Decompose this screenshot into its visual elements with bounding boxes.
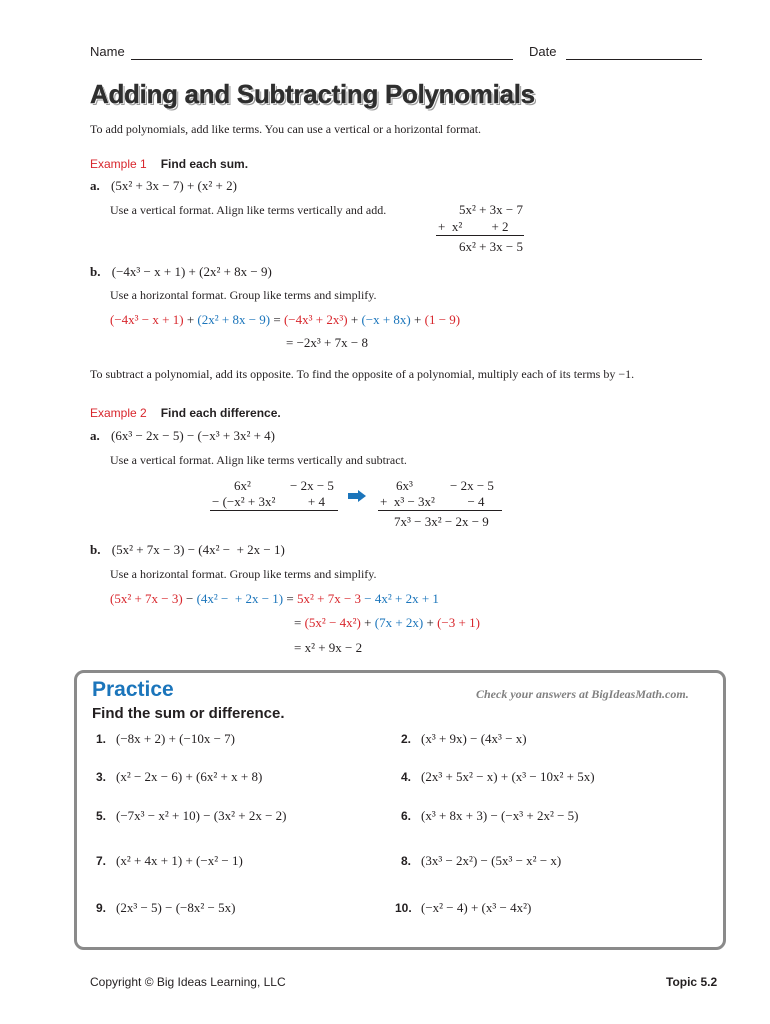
problem-number: 2. [401,732,412,746]
example1a-expr: (5x² + 3x − 7) + (x² + 2) [111,178,237,193]
example2a-left-row1-a: 6x² [234,478,251,493]
example2b-instruction: Use a horizontal format. Group like terms and simplify. [110,567,377,581]
example2b-red-group: (5x² + 7x − 3) [110,591,183,606]
practice-problem-7 [96,853,243,869]
problem-number: 6. [401,809,412,823]
topic-label: Topic 5.2 [666,975,718,989]
example1a-sum-line [436,235,524,236]
example2b-rhs-red: 5x² + 7x − 3 [296,591,362,606]
problem-expr: (2x³ + 5x² − x) + (x³ − 10x² + 5x) [421,769,595,784]
example2-heading: Find each difference. [160,406,281,420]
example2b-blue-group: (4x² − + 2x − 1) [196,591,284,606]
example1a-row1: 5x² + 3x − 7 [458,202,523,217]
practice-problem-3 [96,769,262,785]
practice-problem-6 [401,808,579,824]
problem-number: 8. [401,854,412,868]
right-arrow-icon [348,490,366,502]
example1b-group2: (−x + 8x) [361,312,411,327]
example2b-step2-equals: = [294,615,305,630]
example1a [90,178,237,194]
example2b-minus: − [182,591,197,606]
example2a-left-row2: − (−x² + 3x² + 4 [212,494,325,509]
example1b-blue-group: (2x² + 8x − 9) [197,312,271,327]
practice-problem-4 [401,769,595,785]
problem-number: 9. [96,901,107,915]
example1b-group3: (1 − 9) [424,312,461,327]
practice-problem-10 [395,900,531,916]
intro-text: To add polynomials, add like terms. You can use a vertical or a horizontal format. [90,122,482,136]
example2b-expr: (5x² + 7x − 3) − (4x² − + 2x − 1) [111,542,285,557]
example1a-row2: + x² + 2 [438,219,509,234]
problem-number: 10. [395,901,412,915]
example2b-rhs-blue: 4x² + 2x + 1 [374,591,439,606]
page-title: Adding and Subtracting Polynomials [90,79,535,109]
problem-expr: (−8x + 2) + (−10x − 7) [116,731,235,746]
example2b-step2: = (5x² − 4x²) + (7x + 2x) + (−3 + 1) [294,615,480,630]
example2a-right-row2: + x³ − 3x² − 4 [380,494,485,509]
example1-header [90,155,248,173]
problem-expr: (x² − 2x − 6) + (6x² + x + 8) [116,769,263,784]
problem-number: 7. [96,854,107,868]
practice-title: Practice [92,678,174,701]
example1b-expr: (−4x³ − x + 1) + (2x² + 8x − 9) [111,264,272,279]
example1a-letter: a. [90,178,100,193]
example2b [90,542,285,558]
practice-problem-9 [96,900,235,916]
example2a-right-line [378,510,502,511]
example1-heading: Find each sum. [160,157,249,171]
example2-label: Example 2 [90,406,147,420]
practice-problem-2 [401,731,527,747]
copyright-text: Copyright © Big Ideas Learning, LLC [90,975,286,989]
name-field[interactable] [131,59,513,60]
date-field[interactable] [566,59,702,60]
example2b-step3: = x² + 9x − 2 [294,640,363,655]
problem-expr: (3x³ − 2x²) − (5x³ − x² − x) [421,853,562,868]
example1a-row3: 6x² + 3x − 5 [458,239,523,254]
example2a-letter: a. [90,428,100,443]
example2b-step2-group1: (5x² − 4x²) [304,615,361,630]
example2a-left-line [210,510,338,511]
example1b-red-group: (−4x³ − x + 1) [110,312,184,327]
practice-problem-5 [96,808,287,824]
practice-subtitle: Find the sum or difference. [92,705,285,722]
example1b-letter: b. [90,264,101,279]
example2a [90,428,275,444]
practice-problem-1 [96,731,235,747]
problem-expr: (x² + 4x + 1) + (−x² − 1) [116,853,243,868]
problem-number: 4. [401,770,412,784]
problem-expr: (x³ + 8x + 3) − (−x³ + 2x² − 5) [421,808,579,823]
problem-expr: (−7x³ − x² + 10) − (3x² + 2x − 2) [116,808,287,823]
example1b-instruction: Use a horizontal format. Group like terms and simplify. [110,288,377,302]
example1b-group1: (−4x³ + 2x³) [283,312,348,327]
example2b-step2-group2: (7x + 2x) [374,615,424,630]
date-label: Date [529,44,557,59]
example2b-letter: b. [90,542,101,557]
example2b-equals: = [283,591,297,606]
problem-expr: (−x² − 4) + (x³ − 4x²) [421,900,532,915]
example2b-step2-group3: (−3 + 1) [437,615,480,630]
example1b-plus: + [183,312,198,327]
problem-number: 1. [96,732,107,746]
example2a-right-row1-b: − 2x − 5 [450,478,494,493]
example2b-step1 [110,591,439,607]
example2a-instruction: Use a vertical format. Align like terms vertically and subtract. [110,453,407,467]
example1b-equals: = [270,312,284,327]
example1a-instruction: Use a vertical format. Align like terms vertically and add. [110,203,387,217]
example2a-left-row1-b: − 2x − 5 [290,478,334,493]
practice-problem-8 [401,853,561,869]
subtract-rule: To subtract a polynomial, add its opposite. To find the opposite of a polynomial, multiply each of its terms by −1. [90,367,635,381]
check-answers-link[interactable]: Check your answers at BigIdeasMath.com. [476,687,689,701]
example2a-right-row1-a: 6x³ [396,478,413,493]
name-label: Name [90,44,125,59]
problem-expr: (2x³ − 5) − (−8x² − 5x) [116,900,236,915]
example2b-rhs-minus: − [361,591,375,606]
example2a-right-row3: 7x³ − 3x² − 2x − 9 [394,514,489,529]
problem-number: 5. [96,809,107,823]
example1b [90,264,272,280]
example1b-step1: (−4x³ − x + 1) + (2x² + 8x − 9) = (−4x³ + 2x³) + (−x + 8x) + (1 − 9) [110,312,461,327]
problem-expr: (x³ + 9x) − (4x³ − x) [421,731,527,746]
problem-number: 3. [96,770,107,784]
example2-header [90,404,281,422]
example2a-expr: (6x³ − 2x − 5) − (−x³ + 3x² + 4) [111,428,275,443]
example1-label: Example 1 [90,157,147,171]
example1b-step2: = −2x³ + 7x − 8 [286,335,368,350]
